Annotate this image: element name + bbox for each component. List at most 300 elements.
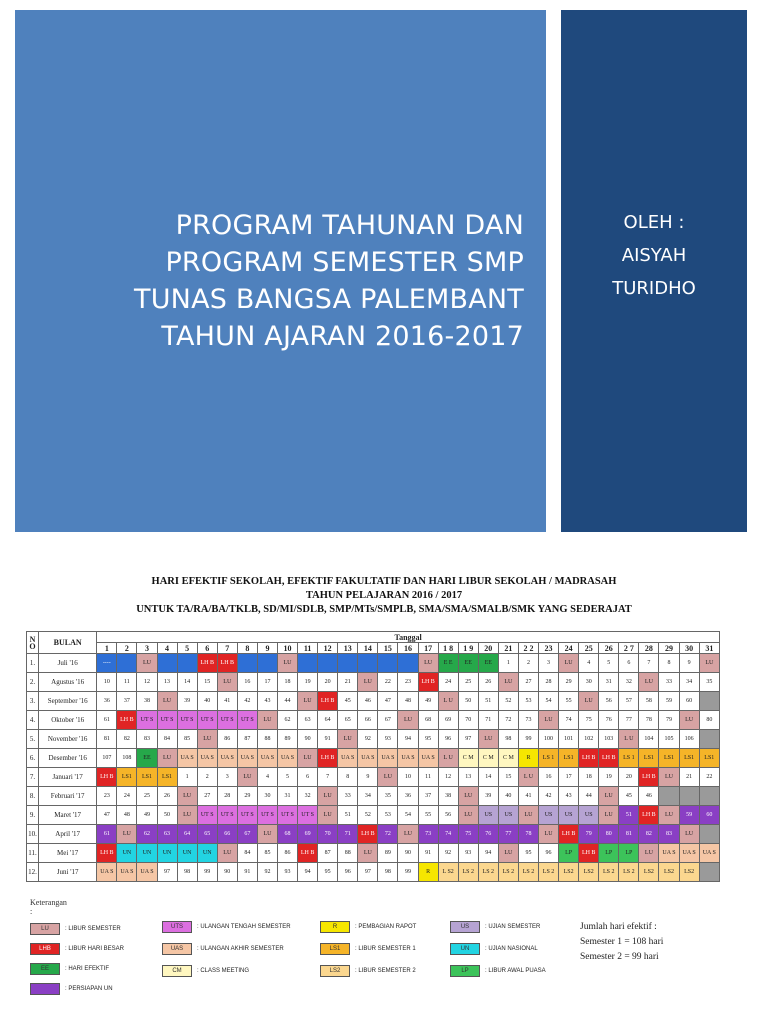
- day-cell: LU: [318, 787, 338, 806]
- day-cell: [699, 825, 719, 844]
- legend-title: Keterangan :: [30, 898, 67, 916]
- day-cell: 31: [599, 673, 619, 692]
- day-cell: 25: [137, 787, 157, 806]
- row-number: 10.: [27, 825, 39, 844]
- day-cell: LU: [237, 768, 257, 787]
- day-cell: UA S: [257, 749, 277, 768]
- day-cell: 15: [498, 768, 518, 787]
- day-cell: 47: [97, 806, 117, 825]
- day-cell: 77: [619, 711, 639, 730]
- legend-swatch: LU: [30, 923, 60, 935]
- day-cell: 39: [478, 787, 498, 806]
- day-cell: UN: [137, 844, 157, 863]
- day-cell: 63: [298, 711, 318, 730]
- day-cell: 55: [418, 806, 438, 825]
- day-cell: [298, 654, 318, 673]
- day-cell: LU: [298, 749, 318, 768]
- day-cell: 98: [378, 863, 398, 882]
- day-cell: [117, 654, 137, 673]
- day-cell: C M: [498, 749, 518, 768]
- row-number: 7.: [27, 768, 39, 787]
- day-cell: 96: [539, 844, 559, 863]
- calendar-heading-line: HARI EFEKTIF SEKOLAH, EFEKTIF FAKULTATIF DAN HARI LIBUR SEKOLAH / MADRASAH: [151, 576, 617, 587]
- day-cell: UT S: [137, 711, 157, 730]
- day-cell: 66: [217, 825, 237, 844]
- cover-title: [54, 207, 524, 355]
- day-cell: 33: [338, 787, 358, 806]
- day-cell: LH B: [579, 749, 599, 768]
- effective-days-summary: [580, 920, 663, 965]
- day-cell: LH B: [97, 844, 117, 863]
- month-row: [27, 825, 720, 844]
- month-row: [27, 806, 720, 825]
- day-cell: 16: [539, 768, 559, 787]
- cover-title-line: PROGRAM SEMESTER SMP: [165, 247, 524, 278]
- day-cell: 23: [398, 673, 418, 692]
- cover-title-line: PROGRAM TAHUNAN DAN: [175, 210, 524, 241]
- cover-title-line: TUNAS BANGSA PALEMBANT: [134, 284, 524, 315]
- day-cell: 91: [418, 844, 438, 863]
- legend-item: [320, 964, 416, 978]
- day-cell: LH B: [559, 825, 579, 844]
- day-cell: 24: [438, 673, 458, 692]
- day-cell: US: [498, 806, 518, 825]
- day-cell: LU: [398, 825, 418, 844]
- legend-label: : ULANGAN AKHIR SEMESTER: [197, 946, 284, 952]
- day-cell: US: [478, 806, 498, 825]
- day-header: 17: [418, 643, 438, 654]
- month-name: Juni '17: [39, 863, 97, 882]
- month-row: [27, 749, 720, 768]
- day-cell: 19: [599, 768, 619, 787]
- day-cell: UA S: [679, 844, 699, 863]
- day-cell: 30: [579, 673, 599, 692]
- day-cell: LS 2: [518, 863, 538, 882]
- legend-swatch: UTS: [162, 921, 192, 933]
- month-name: Agustus '16: [39, 673, 97, 692]
- day-cell: LU: [539, 711, 559, 730]
- cover-side-panel: [561, 10, 747, 532]
- day-cell: LH B: [117, 711, 137, 730]
- day-cell: LU: [157, 749, 177, 768]
- day-cell: 51: [478, 692, 498, 711]
- legend-label: : PEMBAGIAN RAPOT: [355, 924, 417, 930]
- day-cell: R: [418, 863, 438, 882]
- day-cell: LP: [559, 844, 579, 863]
- day-header: 26: [599, 643, 619, 654]
- day-cell: 72: [498, 711, 518, 730]
- day-cell: 39: [177, 692, 197, 711]
- day-cell: LH B: [298, 844, 318, 863]
- day-cell: LU: [559, 654, 579, 673]
- day-cell: LS 1: [619, 749, 639, 768]
- day-cell: 82: [117, 730, 137, 749]
- day-cell: LH B: [599, 749, 619, 768]
- day-cell: 28: [539, 673, 559, 692]
- legend-item: [30, 942, 124, 956]
- day-cell: 20: [318, 673, 338, 692]
- day-cell: LS 2: [498, 863, 518, 882]
- day-cell: 62: [277, 711, 297, 730]
- month-name: April '17: [39, 825, 97, 844]
- day-cell: LU: [699, 654, 719, 673]
- day-cell: 23: [97, 787, 117, 806]
- column-header-date: Tanggal: [97, 632, 720, 643]
- day-cell: UA S: [418, 749, 438, 768]
- day-cell: 96: [338, 863, 358, 882]
- day-cell: 92: [257, 863, 277, 882]
- day-cell: 12: [438, 768, 458, 787]
- day-cell: 6: [619, 654, 639, 673]
- legend-item: [450, 920, 540, 934]
- day-cell: 10: [97, 673, 117, 692]
- day-cell: 42: [237, 692, 257, 711]
- day-cell: 13: [157, 673, 177, 692]
- day-cell: 78: [518, 825, 538, 844]
- day-cell: 73: [418, 825, 438, 844]
- day-cell: LS2: [679, 863, 699, 882]
- day-cell: UN: [117, 844, 137, 863]
- day-cell: 71: [338, 825, 358, 844]
- day-cell: 69: [298, 825, 318, 844]
- day-cell: 65: [197, 825, 217, 844]
- day-cell: 69: [438, 711, 458, 730]
- month-name: Januari '17: [39, 768, 97, 787]
- day-cell: [398, 654, 418, 673]
- legend-item: [320, 920, 416, 934]
- day-cell: 104: [639, 730, 659, 749]
- calendar-body: [27, 654, 720, 882]
- day-cell: 95: [418, 730, 438, 749]
- legend-label: : ULANGAN TENGAH SEMESTER: [197, 924, 291, 930]
- day-cell: 64: [177, 825, 197, 844]
- day-cell: 15: [197, 673, 217, 692]
- day-cell: 53: [518, 692, 538, 711]
- day-cell: 3: [217, 768, 237, 787]
- day-cell: UT S: [177, 711, 197, 730]
- day-cell: LS2: [639, 863, 659, 882]
- day-cell: LU: [579, 692, 599, 711]
- month-name: November '16: [39, 730, 97, 749]
- day-cell: 99: [398, 863, 418, 882]
- day-cell: 24: [117, 787, 137, 806]
- day-cell: LS 2: [619, 863, 639, 882]
- day-cell: 94: [298, 863, 318, 882]
- legend-label: : HARI EFEKTIF: [65, 966, 110, 972]
- day-cell: 108: [117, 749, 137, 768]
- day-cell: [699, 787, 719, 806]
- day-header: 14: [358, 643, 378, 654]
- day-cell: EE: [478, 654, 498, 673]
- day-header: 23: [539, 643, 559, 654]
- day-cell: 60: [699, 806, 719, 825]
- day-cell: 41: [217, 692, 237, 711]
- day-header: 9: [257, 643, 277, 654]
- day-cell: UA S: [699, 844, 719, 863]
- day-header: 1 8: [438, 643, 458, 654]
- legend-swatch: EE: [30, 963, 60, 975]
- day-cell: LU: [257, 825, 277, 844]
- legend-label: : LIBUR HARI BESAR: [65, 946, 125, 952]
- day-cell: LU: [659, 768, 679, 787]
- day-cell: LH B: [318, 692, 338, 711]
- day-cell: UN: [197, 844, 217, 863]
- day-cell: LH B: [318, 749, 338, 768]
- day-cell: 3: [539, 654, 559, 673]
- day-cell: LS 2: [539, 863, 559, 882]
- legend-item: [450, 964, 546, 978]
- day-cell: 1: [498, 654, 518, 673]
- day-cell: 76: [599, 711, 619, 730]
- day-cell: 29: [559, 673, 579, 692]
- day-cell: LU: [257, 711, 277, 730]
- day-cell: 34: [679, 673, 699, 692]
- day-cell: 8: [338, 768, 358, 787]
- day-cell: 20: [619, 768, 639, 787]
- day-cell: 35: [699, 673, 719, 692]
- day-cell: 49: [137, 806, 157, 825]
- day-cell: 81: [619, 825, 639, 844]
- day-cell: 73: [518, 711, 538, 730]
- day-cell: 72: [378, 825, 398, 844]
- day-cell: UT S: [197, 711, 217, 730]
- day-cell: UA S: [117, 863, 137, 882]
- day-cell: 40: [498, 787, 518, 806]
- day-header: 20: [478, 643, 498, 654]
- day-cell: 87: [318, 844, 338, 863]
- day-cell: 101: [559, 730, 579, 749]
- row-number: 4.: [27, 711, 39, 730]
- day-cell: LU: [137, 654, 157, 673]
- day-cell: 44: [277, 692, 297, 711]
- month-name: Maret '17: [39, 806, 97, 825]
- month-name: September '16: [39, 692, 97, 711]
- day-cell: UA S: [277, 749, 297, 768]
- day-cell: E E: [438, 654, 458, 673]
- day-cell: 22: [378, 673, 398, 692]
- day-cell: [157, 654, 177, 673]
- day-header: 21: [498, 643, 518, 654]
- day-cell: 92: [358, 730, 378, 749]
- day-cell: 83: [137, 730, 157, 749]
- day-cell: 17: [559, 768, 579, 787]
- day-cell: LS 1: [539, 749, 559, 768]
- day-cell: 59: [659, 692, 679, 711]
- day-cell: 44: [579, 787, 599, 806]
- day-cell: 91: [318, 730, 338, 749]
- day-cell: LU: [458, 787, 478, 806]
- summary-line: Semester 1 = 108 hari: [580, 937, 664, 947]
- row-number: 8.: [27, 787, 39, 806]
- day-cell: LU: [539, 825, 559, 844]
- day-cell: 105: [659, 730, 679, 749]
- day-cell: LS1: [137, 768, 157, 787]
- author-line: TURIDHO: [612, 278, 696, 299]
- day-cell: 70: [458, 711, 478, 730]
- day-cell: 54: [398, 806, 418, 825]
- day-cell: 37: [117, 692, 137, 711]
- day-cell: UA S: [358, 749, 378, 768]
- row-number: 2.: [27, 673, 39, 692]
- day-cell: LU: [639, 844, 659, 863]
- day-cell: 102: [579, 730, 599, 749]
- calendar-heading-line: UNTUK TA/RA/BA/TKLB, SD/MI/SDLB, SMP/MTs/SMPLB, SMA/SMA/SMALB/SMK YANG SEDERAJAT: [136, 604, 632, 615]
- day-cell: 97: [458, 730, 478, 749]
- legend-item: [162, 942, 284, 956]
- day-header: 16: [398, 643, 418, 654]
- day-cell: C M: [458, 749, 478, 768]
- day-cell: LU: [378, 768, 398, 787]
- legend-item: [30, 962, 109, 976]
- summary-line: Semester 2 = 99 hari: [580, 952, 659, 962]
- calendar-heading: [0, 575, 768, 617]
- day-cell: UT S: [237, 806, 257, 825]
- author-line: AISYAH: [621, 245, 687, 266]
- day-cell: 50: [458, 692, 478, 711]
- legend-label: : PERSIAPAN UN: [65, 986, 113, 992]
- legend-swatch: UAS: [162, 943, 192, 955]
- day-header: 24: [559, 643, 579, 654]
- author-line: OLEH :: [623, 212, 685, 233]
- day-cell: 38: [438, 787, 458, 806]
- row-number: 12.: [27, 863, 39, 882]
- month-row: [27, 692, 720, 711]
- day-cell: LS1: [559, 749, 579, 768]
- day-header: 2 7: [619, 643, 639, 654]
- day-cell: ----: [97, 654, 117, 673]
- day-header: 30: [679, 643, 699, 654]
- legend-label: : LIBUR SEMESTER: [65, 926, 121, 932]
- day-cell: LU: [277, 654, 297, 673]
- day-cell: 84: [237, 844, 257, 863]
- day-cell: 28: [217, 787, 237, 806]
- day-cell: LS 2: [478, 863, 498, 882]
- day-cell: [318, 654, 338, 673]
- legend-label: : LIBUR SEMESTER 2: [355, 968, 416, 974]
- day-cell: [358, 654, 378, 673]
- legend-item: [450, 942, 538, 956]
- day-cell: 78: [639, 711, 659, 730]
- day-cell: 62: [137, 825, 157, 844]
- legend-swatch: LP: [450, 965, 480, 977]
- day-cell: 34: [358, 787, 378, 806]
- day-cell: [699, 863, 719, 882]
- legend-swatch: UN: [450, 943, 480, 955]
- day-cell: 51: [619, 806, 639, 825]
- day-cell: 7: [318, 768, 338, 787]
- legend-swatch: R: [320, 921, 350, 933]
- day-cell: 106: [679, 730, 699, 749]
- day-cell: 51: [338, 806, 358, 825]
- day-cell: LS1: [639, 749, 659, 768]
- legend-label: : UJIAN SEMESTER: [485, 924, 541, 930]
- day-cell: 2: [197, 768, 217, 787]
- day-cell: LU: [418, 654, 438, 673]
- day-cell: 95: [318, 863, 338, 882]
- day-cell: LU: [358, 673, 378, 692]
- day-cell: [177, 654, 197, 673]
- day-cell: [378, 654, 398, 673]
- day-cell: LH B: [639, 806, 659, 825]
- day-cell: 63: [157, 825, 177, 844]
- day-cell: 18: [277, 673, 297, 692]
- day-cell: LS 2: [458, 863, 478, 882]
- day-cell: 88: [338, 844, 358, 863]
- day-cell: 14: [177, 673, 197, 692]
- day-cell: LS1: [679, 749, 699, 768]
- day-cell: 99: [197, 863, 217, 882]
- day-cell: LS1: [157, 768, 177, 787]
- day-cell: 18: [579, 768, 599, 787]
- day-cell: 98: [177, 863, 197, 882]
- day-cell: 77: [498, 825, 518, 844]
- day-header: 15: [378, 643, 398, 654]
- legend-swatch: LS2: [320, 965, 350, 977]
- day-cell: [338, 654, 358, 673]
- day-cell: 79: [659, 711, 679, 730]
- day-cell: 99: [518, 730, 538, 749]
- day-cell: UA S: [398, 749, 418, 768]
- cover-author: [561, 206, 747, 305]
- column-header-month: BULAN: [39, 632, 97, 654]
- calendar-heading-line: TAHUN PELAJARAN 2016 / 2017: [305, 590, 463, 601]
- month-row: [27, 654, 720, 673]
- day-cell: UT S: [157, 711, 177, 730]
- day-cell: 84: [157, 730, 177, 749]
- legend-swatch: LS1: [320, 943, 350, 955]
- day-cell: R: [518, 749, 538, 768]
- legend-swatch: CM: [162, 965, 192, 977]
- day-cell: 54: [539, 692, 559, 711]
- row-number: 6.: [27, 749, 39, 768]
- day-cell: 85: [177, 730, 197, 749]
- day-cell: 68: [418, 711, 438, 730]
- legend-item: [162, 964, 249, 978]
- day-cell: 94: [398, 730, 418, 749]
- day-cell: 13: [458, 768, 478, 787]
- day-cell: 5: [599, 654, 619, 673]
- day-cell: 1: [177, 768, 197, 787]
- day-cell: 9: [358, 768, 378, 787]
- day-header: 7: [217, 643, 237, 654]
- day-cell: LU: [639, 673, 659, 692]
- day-cell: 87: [237, 730, 257, 749]
- day-cell: LS2: [579, 863, 599, 882]
- day-cell: 11: [117, 673, 137, 692]
- day-cell: 38: [137, 692, 157, 711]
- day-cell: UA S: [338, 749, 358, 768]
- day-cell: 103: [599, 730, 619, 749]
- day-cell: LU: [177, 806, 197, 825]
- day-cell: 91: [237, 863, 257, 882]
- day-cell: 66: [358, 711, 378, 730]
- day-cell: 67: [378, 711, 398, 730]
- day-cell: 67: [237, 825, 257, 844]
- day-cell: LP: [599, 844, 619, 863]
- day-cell: UN: [157, 844, 177, 863]
- day-header: 4: [157, 643, 177, 654]
- day-cell: 90: [217, 863, 237, 882]
- day-cell: 43: [559, 787, 579, 806]
- day-cell: 48: [117, 806, 137, 825]
- cover-title-line: TAHUN AJARAN 2016-2017: [161, 321, 524, 352]
- day-cell: 70: [318, 825, 338, 844]
- day-cell: UA S: [378, 749, 398, 768]
- day-cell: 97: [157, 863, 177, 882]
- day-cell: 35: [378, 787, 398, 806]
- cover-main-panel: [15, 10, 546, 532]
- day-cell: UA S: [97, 863, 117, 882]
